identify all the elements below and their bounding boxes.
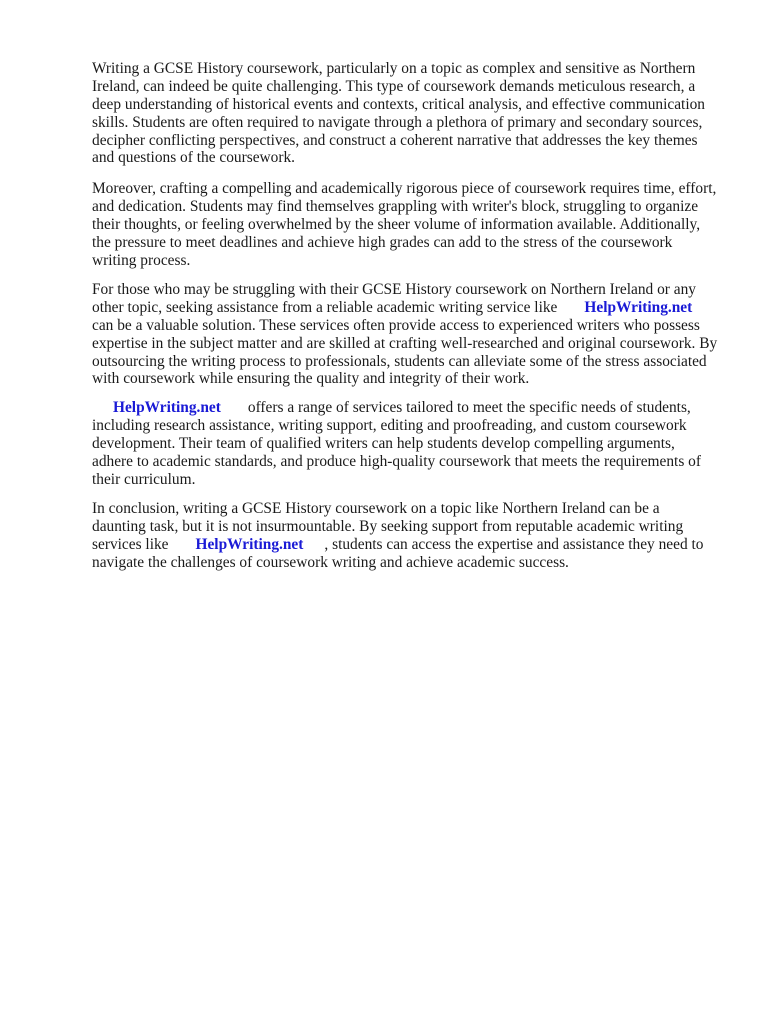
paragraph-conclusion xyxy=(92,500,732,572)
helpwriting-link[interactable]: HelpWriting.net xyxy=(584,298,693,316)
text-line: outsourcing the writing process to professionals, students can alleviate some of the stress associated xyxy=(92,352,707,370)
text-line: In conclusion, writing a GCSE History coursework on a topic like Northern Ireland can be a xyxy=(92,500,660,517)
text-line: navigate the challenges of coursework writing and achieve academic success. xyxy=(92,553,569,571)
text-line: their curriculum. xyxy=(92,470,196,488)
text-line: their thoughts, or feeling overwhelmed by the sheer volume of information available. Additionally, xyxy=(92,215,701,233)
text-line: the pressure to meet deadlines and achieve high grades can add to the stress of the coursework xyxy=(92,233,673,251)
text-line-with-link xyxy=(92,536,732,554)
paragraph-challenges xyxy=(92,180,732,269)
text-segment: services like xyxy=(92,535,169,553)
text-line: For those who may be struggling with their GCSE History coursework on Northern Ireland or any xyxy=(92,281,696,298)
text-line: expertise in the subject matter and are skilled at crafting well-researched and original coursework. By xyxy=(92,334,718,352)
helpwriting-link[interactable]: HelpWriting.net xyxy=(113,399,221,416)
text-line: with coursework while ensuring the quality and integrity of their work. xyxy=(92,370,530,388)
text-line-with-link xyxy=(92,399,732,417)
text-line: Writing a GCSE History coursework, particularly on a topic as complex and sensitive as Northern xyxy=(92,60,696,77)
paragraph-services xyxy=(92,399,732,488)
text-line: writing process. xyxy=(92,251,191,269)
text-line: can be a valuable solution. These services often provide access to experienced writers who possess xyxy=(92,316,700,334)
text-line: Ireland, can indeed be quite challenging. This type of coursework demands meticulous research, a xyxy=(92,77,696,95)
helpwriting-link[interactable]: HelpWriting.net xyxy=(195,535,304,553)
text-line: and questions of the coursework. xyxy=(92,149,296,167)
paragraph-assistance xyxy=(92,281,732,388)
text-segment: , students can access the expertise and assistance they need to xyxy=(324,535,704,553)
text-line-with-link xyxy=(92,299,732,317)
text-line: adhere to academic standards, and produce high-quality coursework that meets the requirements of xyxy=(92,452,701,470)
text-line: skills. Students are often required to navigate through a plethora of primary and secondary sources, xyxy=(92,113,703,131)
text-segment: offers a range of services tailored to meet the specific needs of students, xyxy=(247,399,691,416)
text-segment: other topic, seeking assistance from a reliable academic writing service like xyxy=(92,298,558,316)
text-line: and dedication. Students may find themselves grappling with writer's block, struggling to organize xyxy=(92,197,699,215)
text-line: decipher conflicting perspectives, and construct a coherent narrative that addresses the key themes xyxy=(92,131,698,149)
text-line: daunting task, but it is not insurmountable. By seeking support from reputable academic writing xyxy=(92,517,684,535)
text-line: development. Their team of qualified writers can help students develop compelling arguments, xyxy=(92,434,675,452)
text-line: including research assistance, writing support, editing and proofreading, and custom coursework xyxy=(92,416,687,434)
paragraph-intro xyxy=(92,60,732,167)
text-line: deep understanding of historical events and contexts, critical analysis, and effective communication xyxy=(92,95,706,113)
text-line: Moreover, crafting a compelling and academically rigorous piece of coursework requires time, effort, xyxy=(92,180,717,197)
